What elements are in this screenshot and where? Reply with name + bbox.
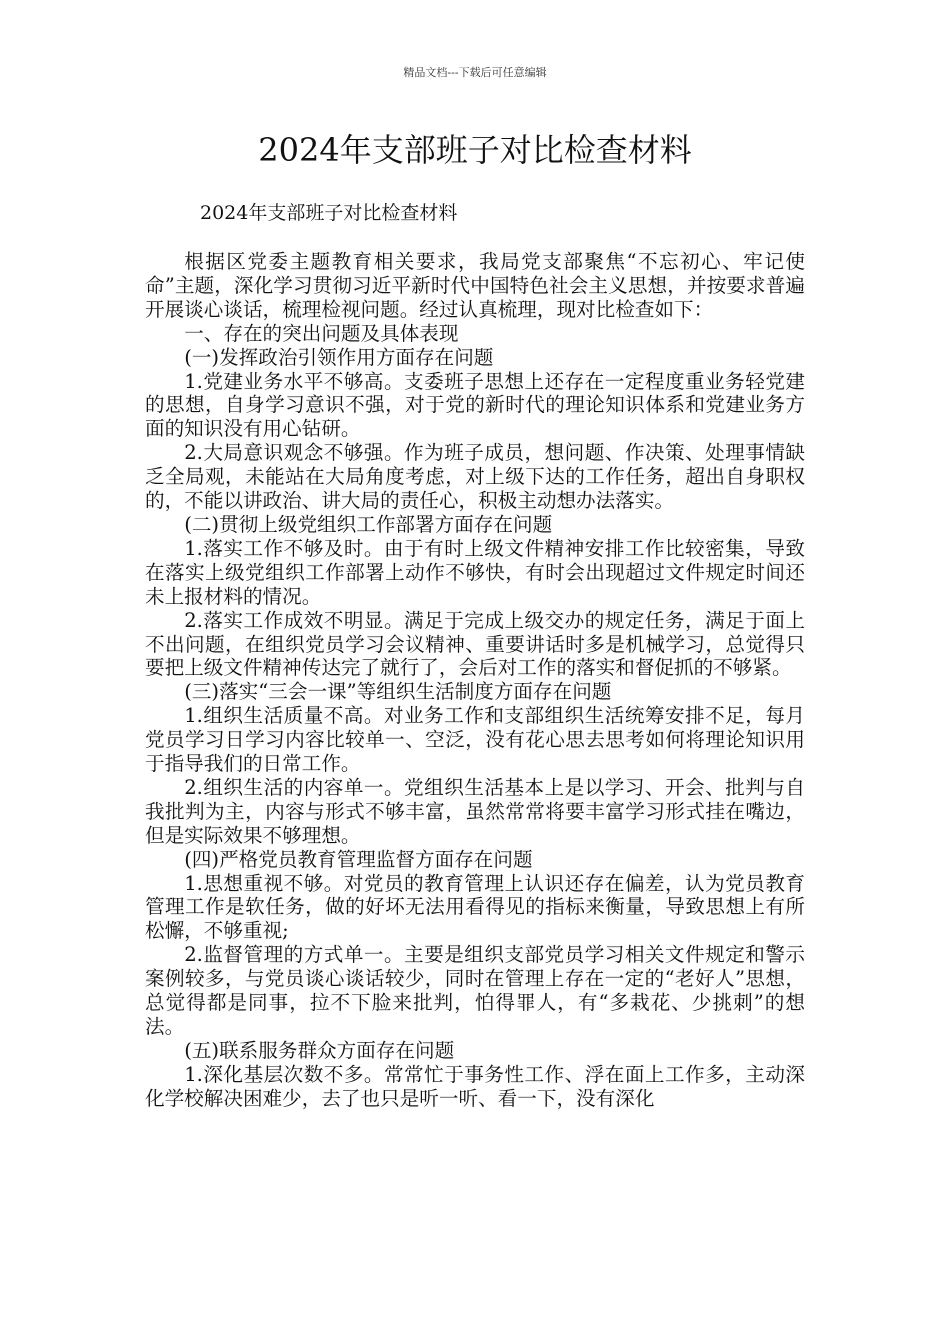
paragraph: 1.深化基层次数不多。常常忙于事务性工作、浮在面上工作多，主动深化学校解决困难少，去了也只是听一听、看一下，没有深化	[145, 1062, 805, 1110]
paragraph: 1.落实工作不够及时。由于有时上级文件精神安排工作比较密集，导致在落实上级党组织工作部署上动作不够快，有时会出现超过文件规定时间还未上报材料的情况。	[145, 536, 805, 608]
subsection-heading: (三)落实“三会一课”等组织生活制度方面存在问题	[184, 680, 612, 704]
paragraph: 1.党建业务水平不够高。支委班子思想上还存在一定程度重业务轻党建的思想，自身学习意识不强，对于党的新时代的理论知识体系和党建业务方面的知识没有用心钻研。	[145, 369, 805, 441]
subsection-heading: (五)联系服务群众方面存在问题	[184, 1038, 455, 1062]
paragraph: 2.落实工作成效不明显。满足于完成上级交办的规定任务，满足于面上不出问题，在组织党员学习会议精神、重要讲话时多是机械学习，总觉得只要把上级文件精神传达完了就行了，会后对工作的落实和督促抓的不够紧。	[145, 608, 805, 680]
paragraph: 1.思想重视不够。对党员的教育管理上认识还存在偏差，认为党员教育管理工作是软任务，做的好坏无法用看得见的指标来衡量，导致思想上有所松懈，不够重视;	[145, 871, 805, 943]
document-body	[145, 250, 805, 1111]
paragraph: 2.监督管理的方式单一。主要是组织支部党员学习相关文件规定和警示案例较多，与党员谈心谈话较少，同时在管理上存在一定的“老好人”思想，总觉得都是同事，拉不下脸来批判，怕得罪人，有“多栽花、少挑刺”的想法。	[145, 943, 805, 1038]
document-title: 2024年支部班子对比检查材料	[258, 131, 692, 169]
paragraph: 根据区党委主题教育相关要求，我局党支部聚焦“不忘初心、牢记使命”主题，深化学习贯彻习近平新时代中国特色社会主义思想，并按要求普遍开展谈心谈话，梳理检视问题。经过认真梳理，现对比检查如下：	[145, 250, 805, 321]
header-note: 精品文档---下载后可任意编辑	[403, 66, 547, 79]
subsection-heading: (四)严格党员教育管理监督方面存在问题	[184, 847, 533, 871]
subsection-heading: (二)贯彻上级党组织工作部署方面存在问题	[184, 512, 553, 536]
paragraph: 1.组织生活质量不高。对业务工作和支部组织生活统筹安排不足，每月党员学习日学习内容比较单一、空泛，没有花心思去思考如何将理论知识用于指导我们的日常工作。	[145, 704, 805, 776]
document-subtitle: 2024年支部班子对比检查材料	[200, 202, 458, 224]
paragraph: 2.大局意识观念不够强。作为班子成员，想问题、作决策、处理事情缺乏全局观，未能站在大局角度考虑，对上级下达的工作任务，超出自身职权的，不能以讲政治、讲大局的责任心，积极主动想办法落实。	[145, 441, 805, 513]
subsection-heading: (一)发挥政治引领作用方面存在问题	[184, 345, 494, 369]
paragraph: 2.组织生活的内容单一。党组织生活基本上是以学习、开会、批判与自我批判为主，内容与形式不够丰富，虽然常常将要丰富学习形式挂在嘴边，但是实际效果不够理想。	[145, 775, 805, 847]
section-heading: 一、存在的突出问题及具体表现	[184, 321, 459, 345]
